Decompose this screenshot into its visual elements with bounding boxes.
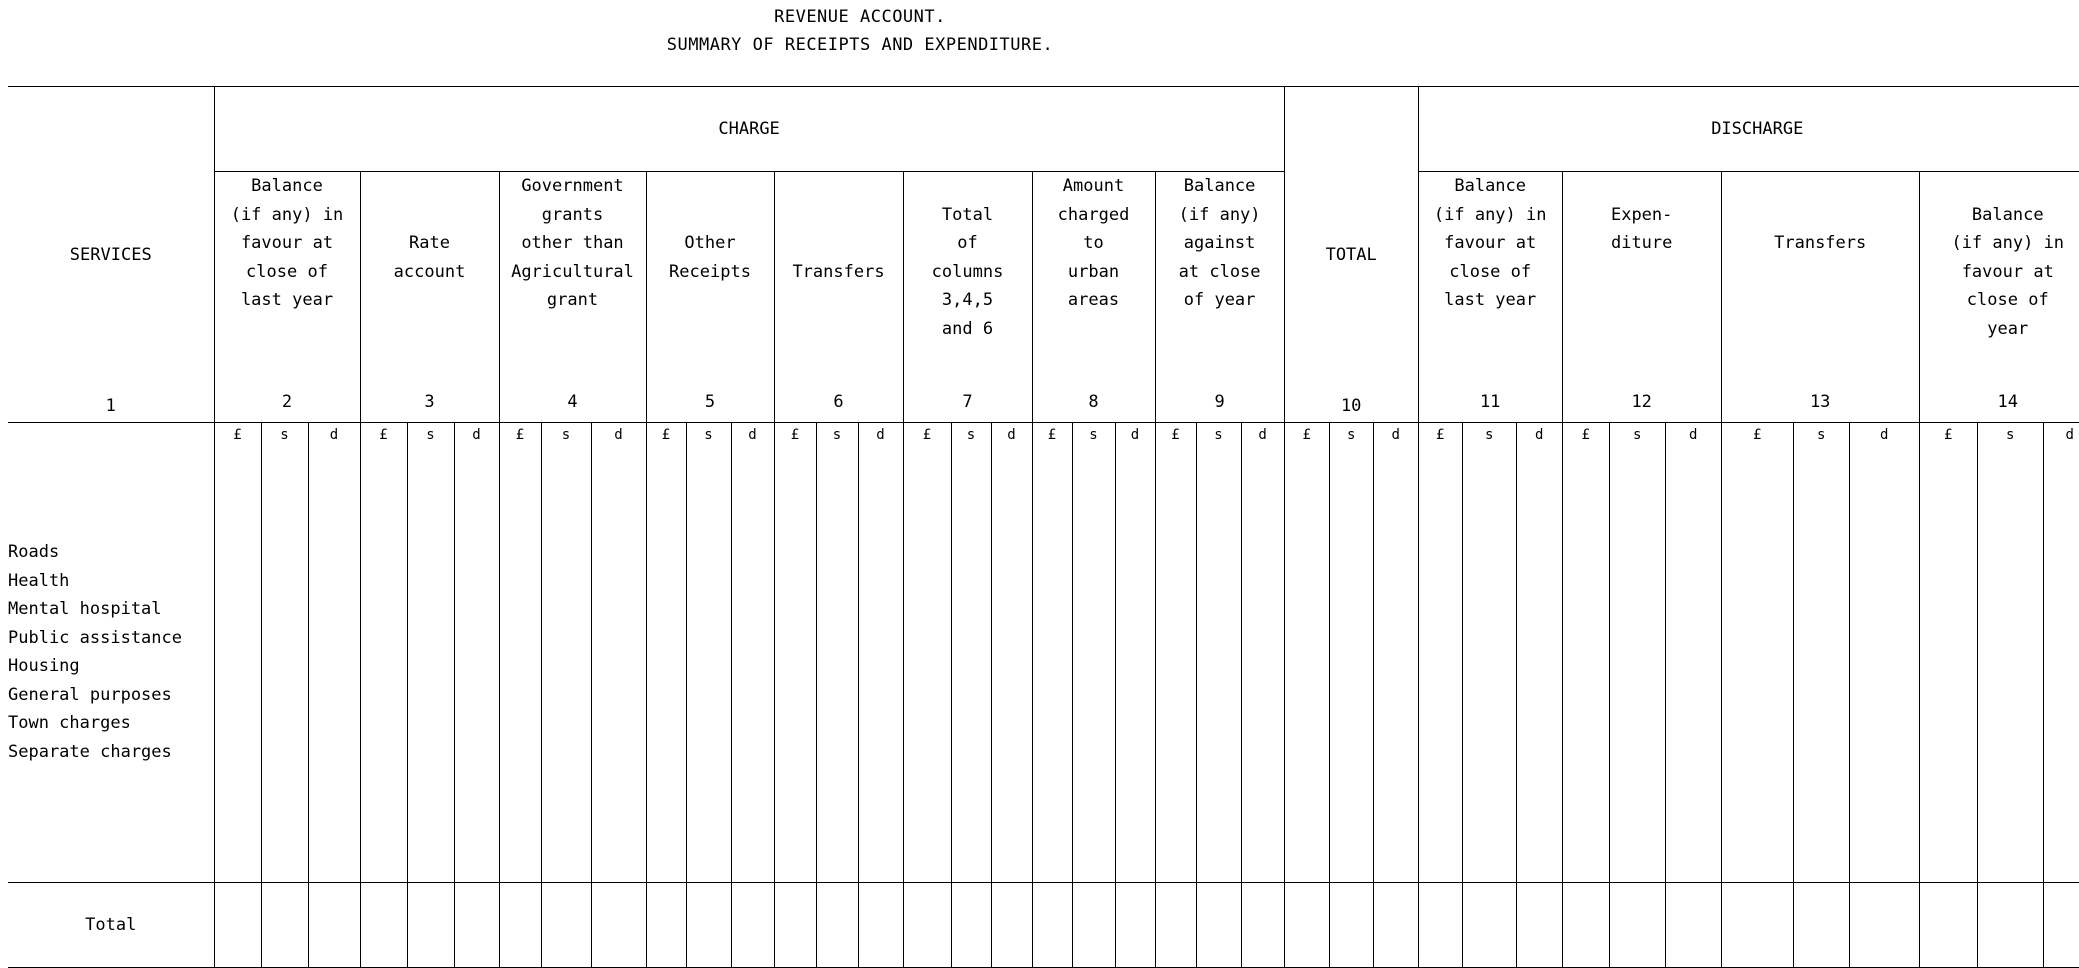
column-number: 2 <box>281 391 293 412</box>
column-header-line: Transfers <box>1774 233 1867 253</box>
amount-cell <box>774 453 816 883</box>
column-header-line: (if any) <box>1178 204 1261 225</box>
unit-label: d <box>858 423 903 454</box>
unit-label: d <box>1516 423 1562 454</box>
unit-label: £ <box>499 423 541 454</box>
total-amount-cell <box>1793 883 1849 968</box>
column-header-line: Other <box>684 233 736 253</box>
column-number: 4 <box>567 391 578 412</box>
column-header-line: (if any) in <box>1433 204 1547 225</box>
unit-label: s <box>407 423 454 454</box>
unit-label: £ <box>214 423 261 454</box>
column-header-line: (if any) in <box>1951 233 2065 253</box>
column-header-line: grant <box>546 290 599 310</box>
column-header-line: last year <box>240 290 334 310</box>
unit-label: s <box>1793 423 1849 454</box>
unit-label: s <box>816 423 858 454</box>
total-amount-cell <box>1721 883 1793 968</box>
column-header-line: Amount <box>1062 176 1125 196</box>
unit-label: £ <box>1919 423 1977 454</box>
total-amount-cell <box>1462 883 1516 968</box>
amount-cell <box>1977 453 2043 883</box>
total-amount-cell <box>951 883 991 968</box>
total-amount-cell <box>541 883 591 968</box>
column-header-5 <box>646 172 774 423</box>
total-amount-cell <box>731 883 774 968</box>
services-header-cell <box>8 87 214 423</box>
amount-cell <box>816 453 858 883</box>
column-header-line: grants <box>541 204 604 225</box>
amount-cell <box>2043 453 2079 883</box>
service-item: Town charges <box>8 713 131 733</box>
amount-cell <box>1516 453 1562 883</box>
amount-cell <box>1609 453 1665 883</box>
amount-cell <box>1072 453 1115 883</box>
unit-label: s <box>1977 423 2043 454</box>
total-amount-cell <box>903 883 951 968</box>
total-amount-cell <box>1329 883 1373 968</box>
total-amount-cell <box>1196 883 1241 968</box>
amount-cell <box>731 453 774 883</box>
total-amount-cell <box>1849 883 1919 968</box>
column-header-2 <box>214 172 360 423</box>
column-header-line <box>1722 172 1919 201</box>
discharge-group-header: DISCHARGE <box>1418 87 2079 172</box>
unit-label: d <box>991 423 1032 454</box>
column-header-line: Rate <box>409 233 450 253</box>
unit-label: d <box>2043 423 2079 454</box>
amount-cell <box>1284 453 1329 883</box>
column-header-line: columns <box>931 261 1004 282</box>
unit-label: d <box>731 423 774 454</box>
amount-cell <box>858 453 903 883</box>
column-header-line: favour at <box>1961 261 2054 282</box>
amount-cell <box>991 453 1032 883</box>
column-header-7 <box>903 172 1032 423</box>
column-header-3 <box>360 172 499 423</box>
document-title: REVENUE ACCOUNT. <box>774 7 946 27</box>
column-header-line: account <box>393 261 466 282</box>
amount-cell <box>407 453 454 883</box>
amount-cell <box>903 453 951 883</box>
amount-cell <box>1196 453 1241 883</box>
total-amount-cell <box>646 883 686 968</box>
total-amount-cell <box>1115 883 1155 968</box>
column-header-line: Balance <box>1183 176 1256 196</box>
total-amount-cell <box>1373 883 1418 968</box>
unit-label: s <box>541 423 591 454</box>
amount-cell <box>951 453 991 883</box>
total-amount-cell <box>1977 883 2043 968</box>
column-header-line: (if any) in <box>230 204 344 225</box>
unit-label: s <box>261 423 308 454</box>
services-label: SERVICES <box>69 244 152 265</box>
total-amount-cell <box>1562 883 1609 968</box>
unit-label: s <box>686 423 731 454</box>
total-amount-cell <box>774 883 816 968</box>
amount-cell <box>308 453 360 883</box>
column-header-line: of year <box>1183 290 1256 310</box>
total-amount-cell <box>1155 883 1196 968</box>
column-header-line: Balance <box>1454 176 1527 196</box>
column-header-8 <box>1032 172 1155 423</box>
column-header-line: favour at <box>240 233 334 253</box>
column-header-line: close of <box>246 261 328 282</box>
column-header-line <box>647 172 774 201</box>
column-number: 6 <box>833 391 844 412</box>
column-number: 14 <box>1997 391 2018 412</box>
total-amount-cell <box>1516 883 1562 968</box>
column-header-line: Transfers <box>792 261 885 282</box>
column-header-line: 3,4,5 <box>941 290 994 310</box>
column-number: 10 <box>1340 396 1362 416</box>
unit-label: £ <box>774 423 816 454</box>
amount-cell <box>1155 453 1196 883</box>
column-header-line: areas <box>1067 290 1120 310</box>
charge-group-header: CHARGE <box>214 87 1284 172</box>
total-amount-cell <box>858 883 903 968</box>
column-header-line: charged <box>1057 204 1130 225</box>
amount-cell <box>1562 453 1609 883</box>
column-header-4 <box>499 172 646 423</box>
unit-label: d <box>1115 423 1155 454</box>
unit-label: £ <box>360 423 407 454</box>
unit-label: d <box>1373 423 1418 454</box>
unit-label: s <box>1609 423 1665 454</box>
amount-cell <box>261 453 308 883</box>
unit-label: £ <box>1721 423 1793 454</box>
amount-cell <box>541 453 591 883</box>
revenue-account-table <box>8 86 2079 968</box>
column-header-line: diture <box>1610 233 1673 253</box>
total-amount-cell <box>816 883 858 968</box>
amount-cell <box>1329 453 1373 883</box>
column-header-line: close of <box>1966 290 2049 310</box>
column-header-line: of <box>957 233 978 253</box>
total-amount-cell <box>407 883 454 968</box>
total-amount-cell <box>454 883 499 968</box>
total-amount-cell <box>1418 883 1462 968</box>
column-header-line: Agricultural <box>511 261 634 282</box>
column-header-line <box>361 172 499 201</box>
total-amount-cell <box>214 883 261 968</box>
column-header-line: Government <box>521 176 624 196</box>
column-header-line: urban <box>1067 261 1120 282</box>
service-item: Housing <box>8 656 80 676</box>
amount-cell <box>686 453 731 883</box>
amount-cell <box>646 453 686 883</box>
column-header-line: other than <box>521 233 624 253</box>
column-header-9 <box>1155 172 1284 423</box>
unit-label: £ <box>1155 423 1196 454</box>
service-item: Separate charges <box>8 741 172 762</box>
total-amount-cell <box>686 883 731 968</box>
unit-label: s <box>1196 423 1241 454</box>
column-header-line: against <box>1183 233 1256 253</box>
services-unit-cell <box>8 423 214 454</box>
total-amount-cell <box>991 883 1032 968</box>
total-amount-cell <box>1609 883 1665 968</box>
column-header-line <box>775 229 903 258</box>
amount-cell <box>1032 453 1072 883</box>
service-item: Health <box>8 570 70 591</box>
column-header-line <box>775 201 903 230</box>
amount-cell <box>1849 453 1919 883</box>
column-number: 13 <box>1809 391 1831 412</box>
column-number: 11 <box>1479 391 1501 412</box>
amount-cell <box>1793 453 1849 883</box>
total-amount-cell <box>1284 883 1329 968</box>
column-number: 7 <box>962 391 973 412</box>
column-number: 9 <box>1214 391 1225 412</box>
amount-cell <box>1115 453 1155 883</box>
total-amount-cell <box>261 883 308 968</box>
unit-label: d <box>591 423 646 454</box>
column-number: 5 <box>704 391 716 412</box>
column-header-line <box>1563 172 1721 201</box>
column-number: 8 <box>1088 391 1099 412</box>
column-header-line <box>1722 201 1919 230</box>
column-header-line: last year <box>1444 290 1537 310</box>
unit-label: £ <box>1032 423 1072 454</box>
total-amount-cell <box>308 883 360 968</box>
column-header-line <box>361 201 499 230</box>
unit-label: d <box>454 423 499 454</box>
total-row-label: Total <box>8 883 214 968</box>
amount-cell <box>454 453 499 883</box>
column-header-line: Expen- <box>1610 204 1673 225</box>
total-amount-cell <box>1072 883 1115 968</box>
column-header-line <box>647 201 774 230</box>
column-header-11 <box>1418 172 1562 423</box>
column-number: 1 <box>105 396 116 416</box>
unit-label: d <box>1849 423 1919 454</box>
total-amount-cell <box>499 883 541 968</box>
unit-label: £ <box>1284 423 1329 454</box>
total-header-cell <box>1284 87 1418 423</box>
amount-cell <box>1919 453 1977 883</box>
total-amount-cell <box>1241 883 1284 968</box>
column-header-14 <box>1919 172 2079 423</box>
column-header-line: and 6 <box>941 318 994 339</box>
total-label: TOTAL <box>1325 244 1377 265</box>
amount-cell <box>591 453 646 883</box>
unit-label: £ <box>646 423 686 454</box>
column-header-line: close of <box>1449 261 1532 282</box>
column-header-line: year <box>1987 318 2029 339</box>
column-number: 3 <box>424 391 435 412</box>
amount-cell <box>1241 453 1284 883</box>
column-header-line: Balance <box>251 176 323 196</box>
total-amount-cell <box>1919 883 1977 968</box>
total-amount-cell <box>1032 883 1072 968</box>
amount-cell <box>499 453 541 883</box>
amount-cell <box>214 453 261 883</box>
unit-label: d <box>308 423 360 454</box>
document-subtitle: SUMMARY OF RECEIPTS AND EXPENDITURE. <box>666 35 1054 55</box>
unit-label: s <box>1329 423 1373 454</box>
column-header-line: Receipts <box>669 261 751 282</box>
total-amount-cell <box>2043 883 2079 968</box>
column-header-line: Balance <box>1971 204 2044 225</box>
column-header-13 <box>1721 172 1919 423</box>
total-amount-cell <box>360 883 407 968</box>
service-item: General purposes <box>8 684 172 705</box>
amount-cell <box>1665 453 1721 883</box>
column-header-line: at close <box>1178 261 1261 282</box>
column-header-line <box>775 172 903 201</box>
unit-label: s <box>951 423 991 454</box>
unit-label: s <box>1072 423 1115 454</box>
total-amount-cell <box>1665 883 1721 968</box>
amount-cell <box>1373 453 1418 883</box>
service-item: Public assistance <box>8 627 182 648</box>
unit-label: d <box>1665 423 1721 454</box>
amount-cell <box>1462 453 1516 883</box>
amount-cell <box>360 453 407 883</box>
service-item: Mental hospital <box>8 599 162 619</box>
service-item: Roads <box>8 542 60 562</box>
column-header-line: to <box>1083 233 1104 253</box>
amount-cell <box>1721 453 1793 883</box>
column-header-line: favour at <box>1444 233 1537 253</box>
unit-label: £ <box>1418 423 1462 454</box>
unit-label: d <box>1241 423 1284 454</box>
unit-label: £ <box>1562 423 1609 454</box>
column-number: 12 <box>1631 391 1652 412</box>
column-header-line: Total <box>941 204 994 225</box>
unit-label: £ <box>903 423 951 454</box>
total-amount-cell <box>591 883 646 968</box>
unit-label: s <box>1462 423 1516 454</box>
column-header-line <box>904 172 1032 201</box>
services-list <box>8 453 214 883</box>
amount-cell <box>1418 453 1462 883</box>
column-header-12 <box>1562 172 1721 423</box>
column-header-6 <box>774 172 903 423</box>
column-header-line <box>1920 172 2079 201</box>
